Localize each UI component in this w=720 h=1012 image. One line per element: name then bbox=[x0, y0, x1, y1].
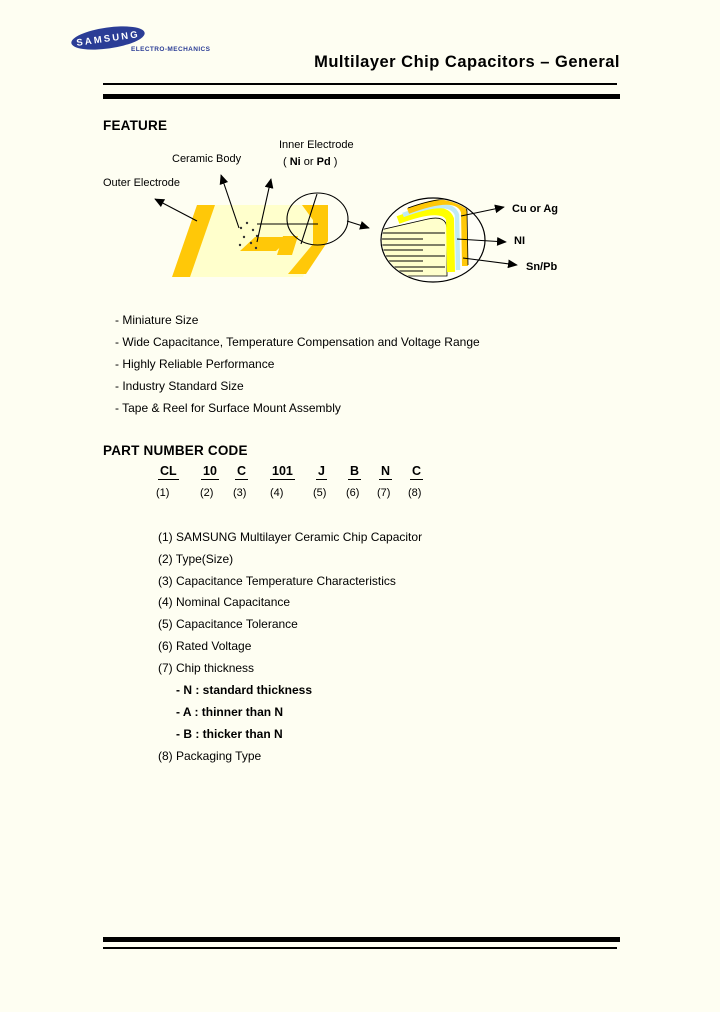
inner-electrode-material-label: ( Ni or Pd ) bbox=[283, 156, 338, 168]
thickness-option-b: - B : thicker than N bbox=[176, 727, 283, 741]
code-index-2: (2) bbox=[200, 487, 214, 499]
code-index-5: (5) bbox=[313, 487, 327, 499]
code-segment-2: 10 bbox=[203, 464, 217, 478]
header-rule-thin bbox=[103, 83, 617, 85]
code-description-4: (4) Nominal Capacitance bbox=[158, 595, 291, 609]
code-segment-3: C bbox=[237, 464, 247, 478]
logo-subbrand: ELECTRO-MECHANICS bbox=[131, 46, 211, 53]
samsung-logo bbox=[58, 20, 178, 60]
feature-bullet-4: - Industry Standard Size bbox=[115, 379, 244, 393]
code-description-5: (5) Capacitance Tolerance bbox=[158, 617, 298, 631]
magnifier-arrow bbox=[347, 221, 369, 228]
feature-bullet-2: - Wide Capacitance, Temperature Compensation and Voltage Range bbox=[115, 335, 480, 349]
chip-3d-view bbox=[172, 205, 328, 277]
code-index-7: (7) bbox=[377, 487, 391, 499]
ceramic-body-label: Ceramic Body bbox=[172, 153, 242, 165]
footer-rule-thin bbox=[103, 947, 617, 949]
code-segment-1: CL bbox=[160, 464, 177, 478]
code-description-6: (6) Rated Voltage bbox=[158, 639, 252, 653]
logo-brand-text: SAMSUNG bbox=[75, 29, 141, 49]
code-segment-5: J bbox=[318, 464, 325, 478]
feature-heading: FEATURE bbox=[103, 118, 168, 133]
code-segment-8: C bbox=[412, 464, 422, 478]
header-rule-thick bbox=[103, 94, 620, 99]
code-segment-7: N bbox=[381, 464, 391, 478]
cu-or-ag-label: Cu or Ag bbox=[512, 203, 559, 215]
outer-electrode-arrow bbox=[155, 199, 197, 221]
code-segment-6: B bbox=[350, 464, 360, 478]
ni-label: NI bbox=[514, 235, 525, 247]
feature-bullet-3: - Highly Reliable Performance bbox=[115, 357, 275, 371]
code-index-1: (1) bbox=[156, 487, 170, 499]
code-description-7: (7) Chip thickness bbox=[158, 661, 255, 675]
inner-electrode-label: Inner Electrode bbox=[279, 139, 354, 151]
code-description-2: (2) Type(Size) bbox=[158, 552, 234, 566]
code-index-4: (4) bbox=[270, 487, 284, 499]
sn-pb-label: Sn/Pb bbox=[526, 261, 558, 273]
part-number-code-heading: PART NUMBER CODE bbox=[103, 443, 248, 458]
thickness-option-n: - N : standard thickness bbox=[176, 683, 313, 697]
feature-bullet-5: - Tape & Reel for Surface Mount Assembly bbox=[115, 401, 341, 415]
code-index-6: (6) bbox=[346, 487, 360, 499]
footer-rule-thick bbox=[103, 937, 620, 942]
code-description-8: (8) Packaging Type bbox=[158, 749, 262, 763]
feature-bullet-1: - Miniature Size bbox=[115, 313, 199, 327]
code-description-1: (1) SAMSUNG Multilayer Ceramic Chip Capacitor bbox=[158, 530, 423, 544]
code-index-3: (3) bbox=[233, 487, 247, 499]
code-index-8: (8) bbox=[408, 487, 422, 499]
thickness-option-a: - A : thinner than N bbox=[176, 705, 284, 719]
outer-electrode-label: Outer Electrode bbox=[103, 177, 181, 189]
termination-cross-section bbox=[380, 198, 517, 282]
code-description-3: (3) Capacitance Temperature Characteristics bbox=[158, 574, 396, 588]
code-segment-4: 101 bbox=[272, 464, 293, 478]
page-title: Multilayer Chip Capacitors – General bbox=[314, 53, 620, 71]
